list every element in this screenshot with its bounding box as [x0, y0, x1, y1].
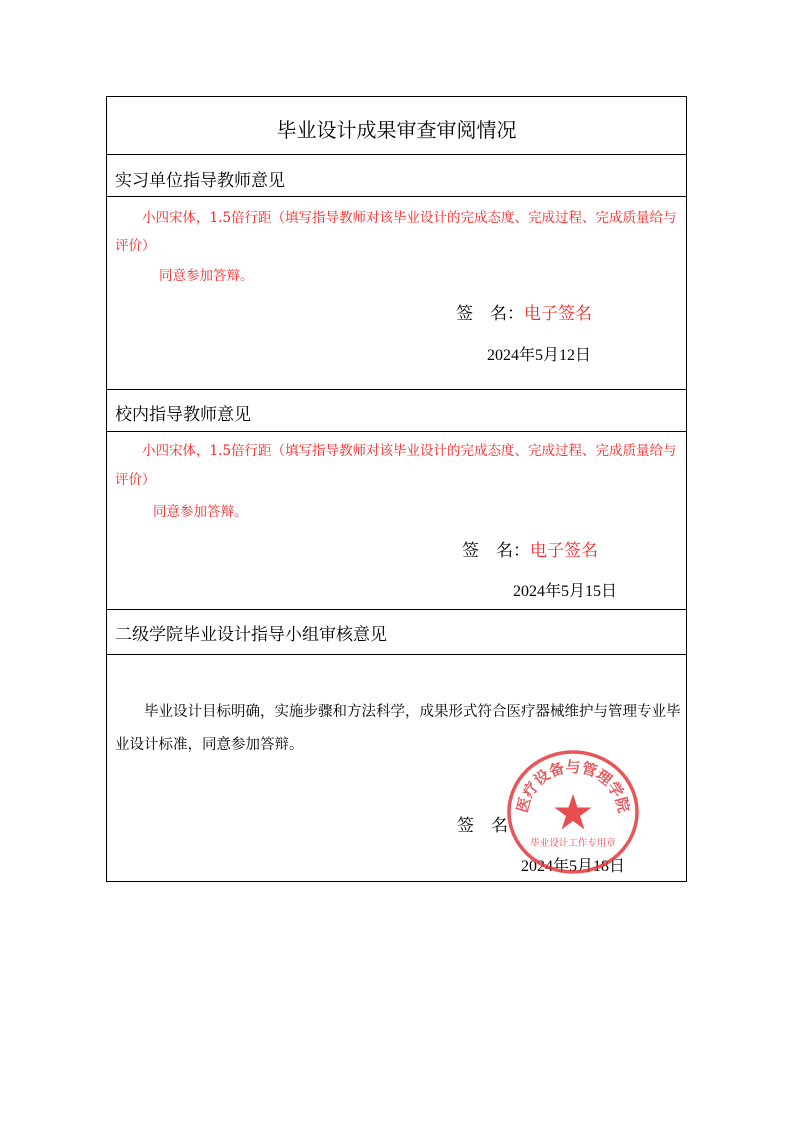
comment-text: 同意参加答辩。	[159, 268, 254, 284]
section-heading-internship-advisor: 实习单位指导教师意见	[115, 171, 285, 191]
stamp-inner-text: 毕业设计工作专用章	[530, 838, 616, 849]
section-heading-college-review-group: 二级学院毕业设计指导小组审核意见	[115, 625, 387, 645]
divider	[107, 654, 686, 655]
divider	[107, 431, 686, 432]
electronic-signature: 电子签名	[524, 304, 592, 324]
comment-text: 同意参加答辩。	[153, 504, 248, 520]
instruction-text: 小四宋体，1.5倍行距（填写指导教师对该毕业设计的完成态度、完成过程、完成质量给与评价）	[115, 210, 677, 254]
signature-label: 签 名：	[456, 304, 524, 324]
signature-label: 签 名	[457, 816, 508, 836]
stamp-outer-text: 医疗设备与管理学院	[513, 758, 633, 815]
signature-row	[456, 299, 592, 324]
star-icon	[555, 794, 592, 830]
official-seal-stamp	[505, 750, 641, 874]
date-text: 2024年5月18日	[521, 858, 626, 875]
instruction-text: 小四宋体，1.5倍行距（填写指导教师对该毕业设计的完成态度、完成过程、完成质量给与评价）	[115, 443, 677, 488]
date-text: 2024年5月15日	[513, 583, 618, 600]
divider	[107, 389, 686, 390]
divider	[107, 609, 686, 610]
divider	[107, 154, 686, 155]
divider	[107, 196, 686, 197]
review-comment: 毕业设计目标明确，实施步骤和方法科学，成果形式符合医疗器械维护与管理专业毕业设计标准，同意参加答辩。	[115, 704, 681, 753]
section-heading-school-advisor: 校内指导教师意见	[115, 405, 251, 425]
electronic-signature: 电子签名	[530, 541, 598, 561]
form-title: 毕业设计成果审查审阅情况	[276, 118, 517, 142]
signature-row	[462, 536, 598, 561]
signature-label: 签 名：	[462, 541, 530, 561]
date-text: 2024年5月12日	[487, 347, 592, 364]
